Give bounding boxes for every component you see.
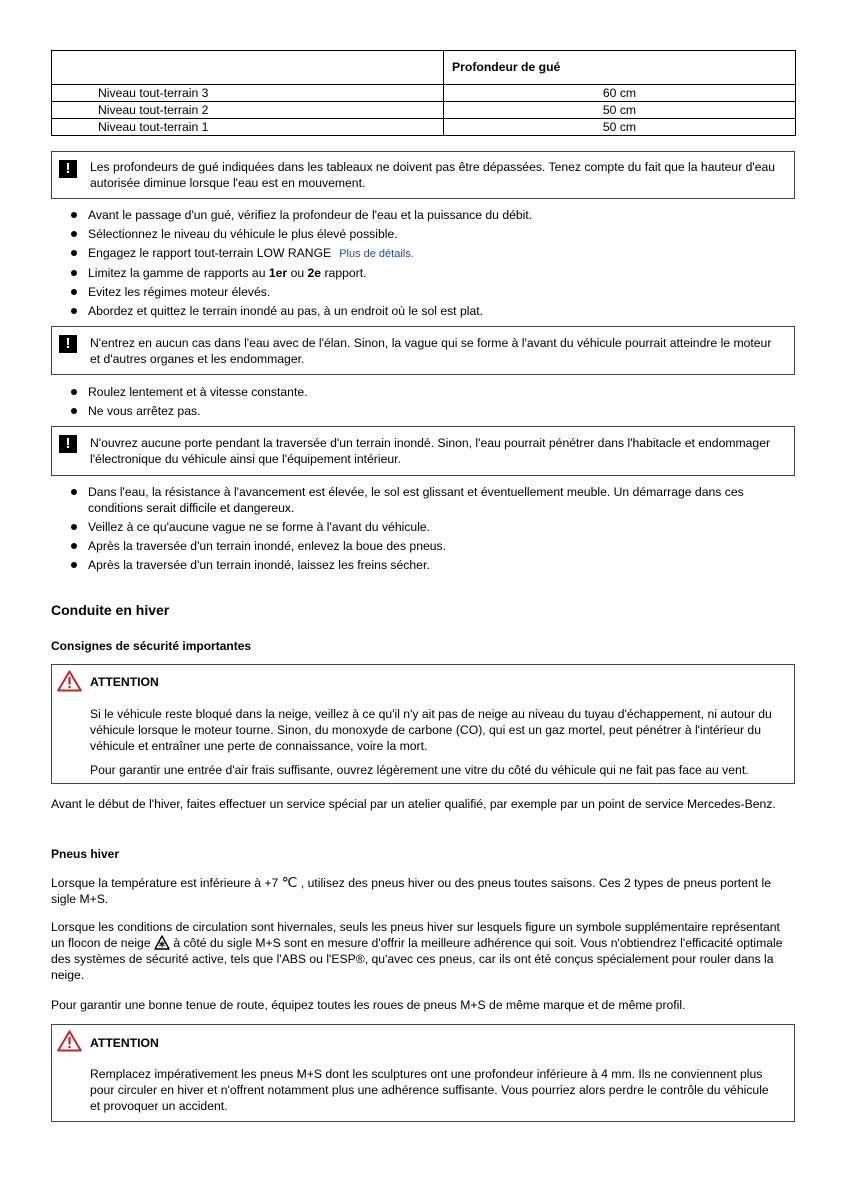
attention-paragraph: Pour garantir une entrée d'air frais suffisante, ouvrez légèrement une vitre du côté du véhicule qui ne fait pas face au vent. [90,763,749,777]
subsection-title-safety: Consignes de sécurité importantes [51,639,252,653]
driving-tips-list [71,384,791,422]
bullet-icon [71,212,77,218]
table-header-empty [52,51,444,85]
tires-paragraph-1: Lorsque la température est inférieure à +7 ℃ , utilisez des pneus hiver ou des pneus toutes saisons. Ces 2 types de pneus portent le sigle M+S. [51,874,771,906]
list-item: Limitez la gamme de rapports au 1er ou 2e rapport. [71,265,791,281]
bullet-icon [71,289,77,295]
attention-title: ATTENTION [90,675,159,689]
notice-text: Les profondeurs de gué indiquées dans les tableaux ne doivent pas être dépassées. Tenez compte du fait que la hauteur d'eau autorisée diminue lorsque l'eau est en mouvement. [90,160,776,190]
bullet-icon [71,543,77,549]
bullet-icon [71,562,77,568]
water-conditions-list [71,484,791,576]
table-header-depth: Profondeur de gué [444,51,796,85]
attention-text: Remplacez impérativement les pneus M+S dont les sculptures ont une profondeur inférieure à 4 mm. Ils ne conviennent plus pour circuler en hiver et n'offrent notamment plus une adhérence suffisante. Vous pourriez alors perdre le contrôle du véhicule et provoquer un accident. [90,1067,769,1113]
table-cell-depth: 60 cm [444,85,796,102]
list-item: Abordez et quittez le terrain inondé au pas, à un endroit où le sol est plat. [71,303,791,319]
bullet-icon [71,270,77,276]
notice-text: N'entrez en aucun cas dans l'eau avec de l'élan. Sinon, la vague qui se forme à l'avant du véhicule pourrait atteindre le moteur et d'autres organes et les endommager. [90,336,772,366]
table-cell-depth: 50 cm [444,119,796,136]
celsius-unit: ℃ [281,874,298,890]
list-item: Avant le passage d'un gué, vérifiez la profondeur de l'eau et la puissance du débit. [71,207,791,223]
snowflake-mountain-icon [154,935,170,950]
bullet-icon [71,524,77,530]
attention-box-co [51,664,795,784]
bullet-icon [71,308,77,314]
list-item: Dans l'eau, la résistance à l'avancement est élevée, le sol est glissant et éventuellement meuble. Un démarrage dans ces conditions serait difficile et dangereux. [71,484,791,516]
bullet-icon [71,250,77,256]
section-title: Conduite en hiver [51,602,170,618]
table-cell-level: Niveau tout-terrain 3 [52,85,444,102]
attention-title: ATTENTION [90,1036,159,1050]
bullet-icon [71,231,77,237]
exclamation-icon: ! [59,335,77,353]
table-row [52,85,796,102]
list-item: Veillez à ce qu'aucune vague ne se forme à l'avant du véhicule. [71,519,791,535]
bullet-icon [71,389,77,395]
attention-box-tread [51,1024,795,1122]
attention-text [90,706,782,778]
winter-service-paragraph: Avant le début de l'hiver, faites effectuer un service spécial par un atelier qualifié, par exemple par un point de service Mercedes-Benz. [51,797,776,811]
tires-paragraph-2: Lorsque les conditions de circulation sont hivernales, seuls les pneus hiver sur lesquels figure un symbole supplémentaire représentant un flocon de neige à côté du sigle M+S sont en mesure d'offrir la meilleure adhérence qui soit. Vous n'obtiendrez l'efficacité optimale des systèmes de sécurité active, tels que l'ABS ou l'ESP®, qu'avec ces pneus, car ils ont été conçus spécialement pour rouler dans la neige. [51,920,783,982]
notice-box-doors [51,426,795,476]
gear-1er: 1er [268,266,288,280]
table-row [52,119,796,136]
notice-text: N'ouvrez aucune porte pendant la traversée d'un terrain inondé. Sinon, l'eau pourrait pénétrer dans l'habitacle et endommager l'électronique du véhicule ainsi que l'équipement intérieur. [90,436,771,466]
notice-box-momentum [51,326,795,375]
list-item: Evitez les régimes moteur élevés. [71,284,791,300]
notice-box-wading-depth [51,151,795,199]
bullet-icon [71,489,77,495]
table-cell-level: Niveau tout-terrain 2 [52,102,444,119]
table-row [52,102,796,119]
wading-steps-list [71,207,791,322]
exclamation-icon: ! [59,160,77,178]
gear-2e: 2e [307,266,322,280]
warning-triangle-icon [57,670,82,692]
tires-paragraph-3: Pour garantir une bonne tenue de route, équipez toutes les roues de pneus M+S de même marque et de même profil. [51,998,686,1012]
bullet-icon [71,408,77,414]
warning-triangle-icon [57,1030,82,1052]
table-cell-level: Niveau tout-terrain 1 [52,119,444,136]
subsection-title-tires: Pneus hiver [51,847,120,861]
list-item: Après la traversée d'un terrain inondé, enlevez la boue des pneus. [71,538,791,554]
wading-depth-table [51,50,796,136]
list-item: Après la traversée d'un terrain inondé, laissez les freins sécher. [71,557,791,573]
list-item: Engagez le rapport tout-terrain LOW RANGE Plus de détails. [71,245,791,262]
list-item: Sélectionnez le niveau du véhicule le plus élevé possible. [71,226,791,242]
table-header-row [52,51,796,85]
list-item: Ne vous arrêtez pas. [71,403,791,419]
more-details-link[interactable]: Plus de détails [339,248,411,260]
attention-paragraph: Si le véhicule reste bloqué dans la neige, veillez à ce qu'il n'y ait pas de neige au niveau du tuyau d'échappement, ni autour du véhicule lorsque le moteur tourne. Sinon, du monoxyde de carbone (CO), qui est un gaz mortel, peut pénétrer à l'intérieur du véhicule et entraîner une perte de connaissance, voire la mort. [90,707,772,753]
exclamation-icon: ! [59,435,77,453]
table-cell-depth: 50 cm [444,102,796,119]
list-item: Roulez lentement et à vitesse constante. [71,384,791,400]
link-suffix: . [410,248,414,260]
